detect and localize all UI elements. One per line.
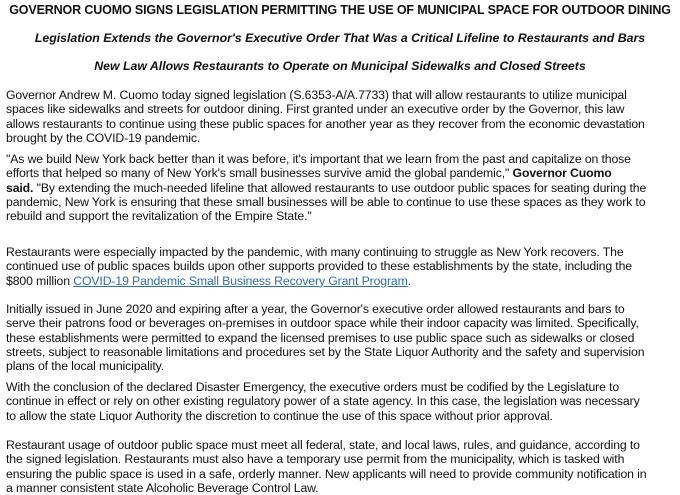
paragraph-line: the signed legislation. Restaurants must also have a temporary use permit from the municipality, which is tasked with [6, 452, 625, 467]
paragraph-line: With the conclusion of the declared Disaster Emergency, the executive orders must be codified by the Legislature to [6, 380, 620, 394]
paragraph-line: rebuild and support the revitalization of the Empire State." [6, 209, 312, 224]
paragraph-usage-rules [6, 438, 678, 495]
paragraph-line: these establishments were permitted to expand the licensed premises to use public space such as sidewalks or closed [6, 330, 635, 345]
paragraph-line: continue in effect or rely on other existing regulatory power of a state agency. In this case, the legislation was necessary [6, 394, 640, 409]
paragraph-line: Governor Andrew M. Cuomo today signed legislation (S.6353-A/A.7733) that will allow restaurants to utilize municipal [6, 88, 627, 102]
speaker-name: Governor Cuomo [512, 166, 612, 181]
subheadline-1: Legislation Extends the Governor's Executive Order That Was a Critical Lifeline to Restaurants and Bars [34, 31, 646, 45]
line-text: . [407, 273, 411, 288]
paragraph-line: ensuring the public space is used in a safe, orderly manner. New applicants will need to provide community notification in [6, 466, 647, 481]
speaker-said: said. [6, 180, 34, 195]
headline: GOVERNOR CUOMO SIGNS LEGISLATION PERMITTING THE USE OF MUNICIPAL SPACE FOR OUTDOOR DINING [9, 3, 671, 17]
paragraph-executive-order [6, 302, 678, 373]
paragraph-line: serve their patrons food or beverages on-premises in outdoor space while their indoor capacity was limited. Specifically, [6, 316, 639, 331]
paragraph-quote [6, 152, 678, 223]
paragraph-line: Restaurant usage of outdoor public space must meet all federal, state, and local laws, rules, and guidance, according to [6, 438, 640, 452]
paragraph-line [6, 274, 678, 288]
paragraph-line: plans of the local municipality. [6, 359, 164, 374]
paragraph-line: allows restaurants to continue using these public spaces for another year as they recover from the economic devastation [6, 116, 645, 131]
paragraph-line: spaces like sidewalks and streets for outdoor dining. First granted under an executive order by the Governor, this law [6, 102, 625, 117]
line-text: $800 million [6, 273, 74, 288]
subheadline-2: New Law Allows Restaurants to Operate on Municipal Sidewalks and Closed Streets [94, 59, 586, 73]
paragraph-line: continued use of public spaces builds upon other supports provided to these establishments by the state, including the [6, 259, 632, 274]
grant-program-link[interactable]: COVID-19 Pandemic Small Business Recovery Grant Program [73, 273, 408, 288]
paragraph-intro [6, 88, 678, 145]
paragraph-line: "As we build New York back better than it was before, it's important that we learn from the past and capitalize on those [6, 152, 631, 166]
paragraph-line: pandemic, New York is ensuring that these small businesses will be able to continue to use these spaces as they work to [6, 194, 646, 209]
paragraph-line [6, 166, 678, 180]
paragraph-line: Restaurants were especially impacted by the pandemic, with many continuing to struggle as New York recovers. The [6, 245, 624, 259]
paragraph-line: to allow the state Liquor Authority the discretion to continue the use of this space without prior approval. [6, 408, 553, 423]
paragraph-restaurants [6, 245, 678, 288]
paragraph-line: Initially issued in June 2020 and expiring after a year, the Governor's executive order allowed restaurants and bars to [6, 302, 625, 316]
paragraph-disaster-emergency [6, 380, 678, 423]
paragraph-line [6, 181, 678, 195]
paragraph-line: a manner consistent state Alcoholic Beverage Control Law. [6, 480, 319, 495]
paragraph-line: brought by the COVID-19 pandemic. [6, 130, 201, 145]
paragraph-line: streets, subject to reasonable limitations and procedures set by the State Liquor Authority and the safety and supervision [6, 344, 645, 359]
quote-text: "By extending the much-needed lifeline that allowed restaurants to use outdoor public spaces for seating during the [33, 180, 647, 195]
quote-text: efforts that helped so many of New York's small businesses survive amid the global pandemic," [6, 166, 513, 181]
